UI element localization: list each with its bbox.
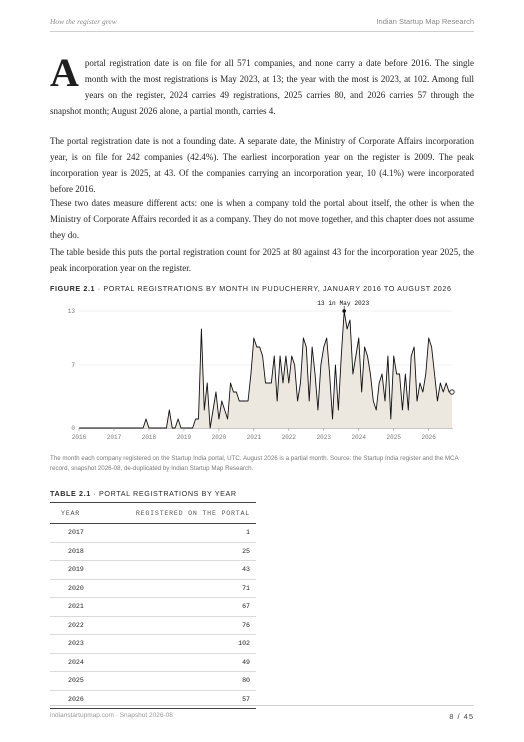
table-row [50, 524, 256, 543]
page-number: 8 / 45 [449, 712, 474, 721]
year-cell: 2020 [50, 579, 112, 598]
peak-annotation: 13 in May 2023 [317, 300, 370, 307]
table-row [50, 616, 256, 635]
table-row [50, 635, 256, 654]
table-row [50, 653, 256, 672]
page-footer [50, 712, 474, 724]
registrations-chart [50, 296, 474, 446]
x-tick-label: 2016 [71, 434, 87, 441]
year-cell: 2025 [50, 672, 112, 691]
x-tick-label: 2024 [351, 434, 366, 441]
y-tick-label: 7 [71, 362, 75, 369]
year-cell: 2022 [50, 616, 112, 635]
count-cell: 43 [112, 561, 256, 580]
footer-rule [50, 705, 474, 706]
x-tick-label: 2026 [421, 434, 436, 441]
footer-source: indianstartupmap.com · Snapshot 2026-08 [50, 712, 173, 719]
drop-cap: A [50, 50, 79, 95]
count-cell: 1 [112, 524, 256, 543]
column-header-year: YEAR [61, 509, 81, 517]
header-rule [50, 31, 474, 32]
count-cell: 57 [112, 690, 256, 709]
year-cell: 2021 [50, 598, 112, 617]
count-cell: 71 [112, 579, 256, 598]
x-tick-label: 2022 [281, 434, 297, 441]
paragraph-4: The table beside this puts the portal registration count for 2025 at 80 against 43 for the incorporation year 2025, the peak incorporation year on the register. [50, 247, 474, 273]
count-cell: 67 [112, 598, 256, 617]
count-cell: 76 [112, 616, 256, 635]
x-tick-label: 2023 [316, 434, 331, 441]
peak-dot [342, 309, 346, 313]
year-cell: 2023 [50, 635, 112, 654]
x-tick-label: 2020 [211, 434, 227, 441]
y-tick-label: 0 [71, 425, 75, 432]
x-tick-label: 2018 [141, 434, 157, 441]
figure-title: · PORTAL REGISTRATIONS BY MONTH IN PUDUCHERRY, JANUARY 2016 TO AUGUST 2026 [97, 284, 452, 293]
running-header [50, 17, 474, 29]
x-tick-label: 2019 [176, 434, 192, 441]
table-title: · PORTAL REGISTRATIONS BY YEAR [93, 489, 237, 498]
table-row [50, 561, 256, 580]
column-header-registered: REGISTERED ON THE PORTAL [135, 509, 250, 517]
figure-caption: The month each company registered on the Startup India portal, UTC. August 2026 is a partial month. Source: the Startup India register and the MCA record, snapshot 2026-08, de-duplicated by Indian Startup Map Research. [50, 455, 459, 472]
year-cell: 2026 [50, 690, 112, 709]
x-tick-label: 2021 [246, 434, 262, 441]
paragraph-3: These two dates measure different acts: one is when a company told the portal about itself, the other is when the Ministry of Corporate Affairs recorded it as a company. They do not move together, and this chapter does not assume they do. [50, 198, 474, 240]
chapter-title: How the register grew [50, 17, 117, 26]
figure-number: FIGURE 2.1 [50, 284, 96, 293]
x-tick-label: 2025 [386, 434, 401, 441]
table-row [50, 672, 256, 691]
partial-month-marker [450, 390, 454, 394]
count-cell: 25 [112, 542, 256, 561]
count-cell: 102 [112, 635, 256, 654]
table-header-row [50, 503, 256, 524]
year-cell: 2019 [50, 561, 112, 580]
table-row [50, 598, 256, 617]
table-row [50, 579, 256, 598]
registrations-table [50, 502, 256, 709]
count-cell: 49 [112, 653, 256, 672]
paragraph-1-text: portal registration date is on file for all 571 companies, and none carry a date before 2016. The single month with the most registrations is May 2023, at 13; the year with the most is 2023, at 102. Among full years on the register, 2024 carries 49 registrations, 2025 carries 80, and 2026 carries 57 through the snapshot month; August 2026 alone, a partial month, carries 4. [50, 58, 474, 116]
table-label [50, 489, 237, 498]
paragraph-1 [50, 50, 474, 119]
table-row [50, 542, 256, 561]
count-cell: 80 [112, 672, 256, 691]
y-tick-label: 13 [67, 308, 75, 315]
publication-name: Indian Startup Map Research [376, 17, 474, 26]
paragraph-2: The portal registration date is not a founding date. A separate date, the Ministry of Corporate Affairs incorporation year, is on file for 242 companies (42.4%). The earliest incorporation year on the register is 2009. The peak incorporation year is 2025, at 43. Of the companies carrying an incorporation year, 10 (4.1%) were incorporated before 2016. [50, 136, 474, 194]
year-cell: 2017 [50, 524, 112, 543]
year-cell: 2024 [50, 653, 112, 672]
x-tick-label: 2017 [106, 434, 122, 441]
year-cell: 2018 [50, 542, 112, 561]
figure-label [50, 284, 452, 293]
table-number: TABLE 2.1 [50, 489, 91, 498]
